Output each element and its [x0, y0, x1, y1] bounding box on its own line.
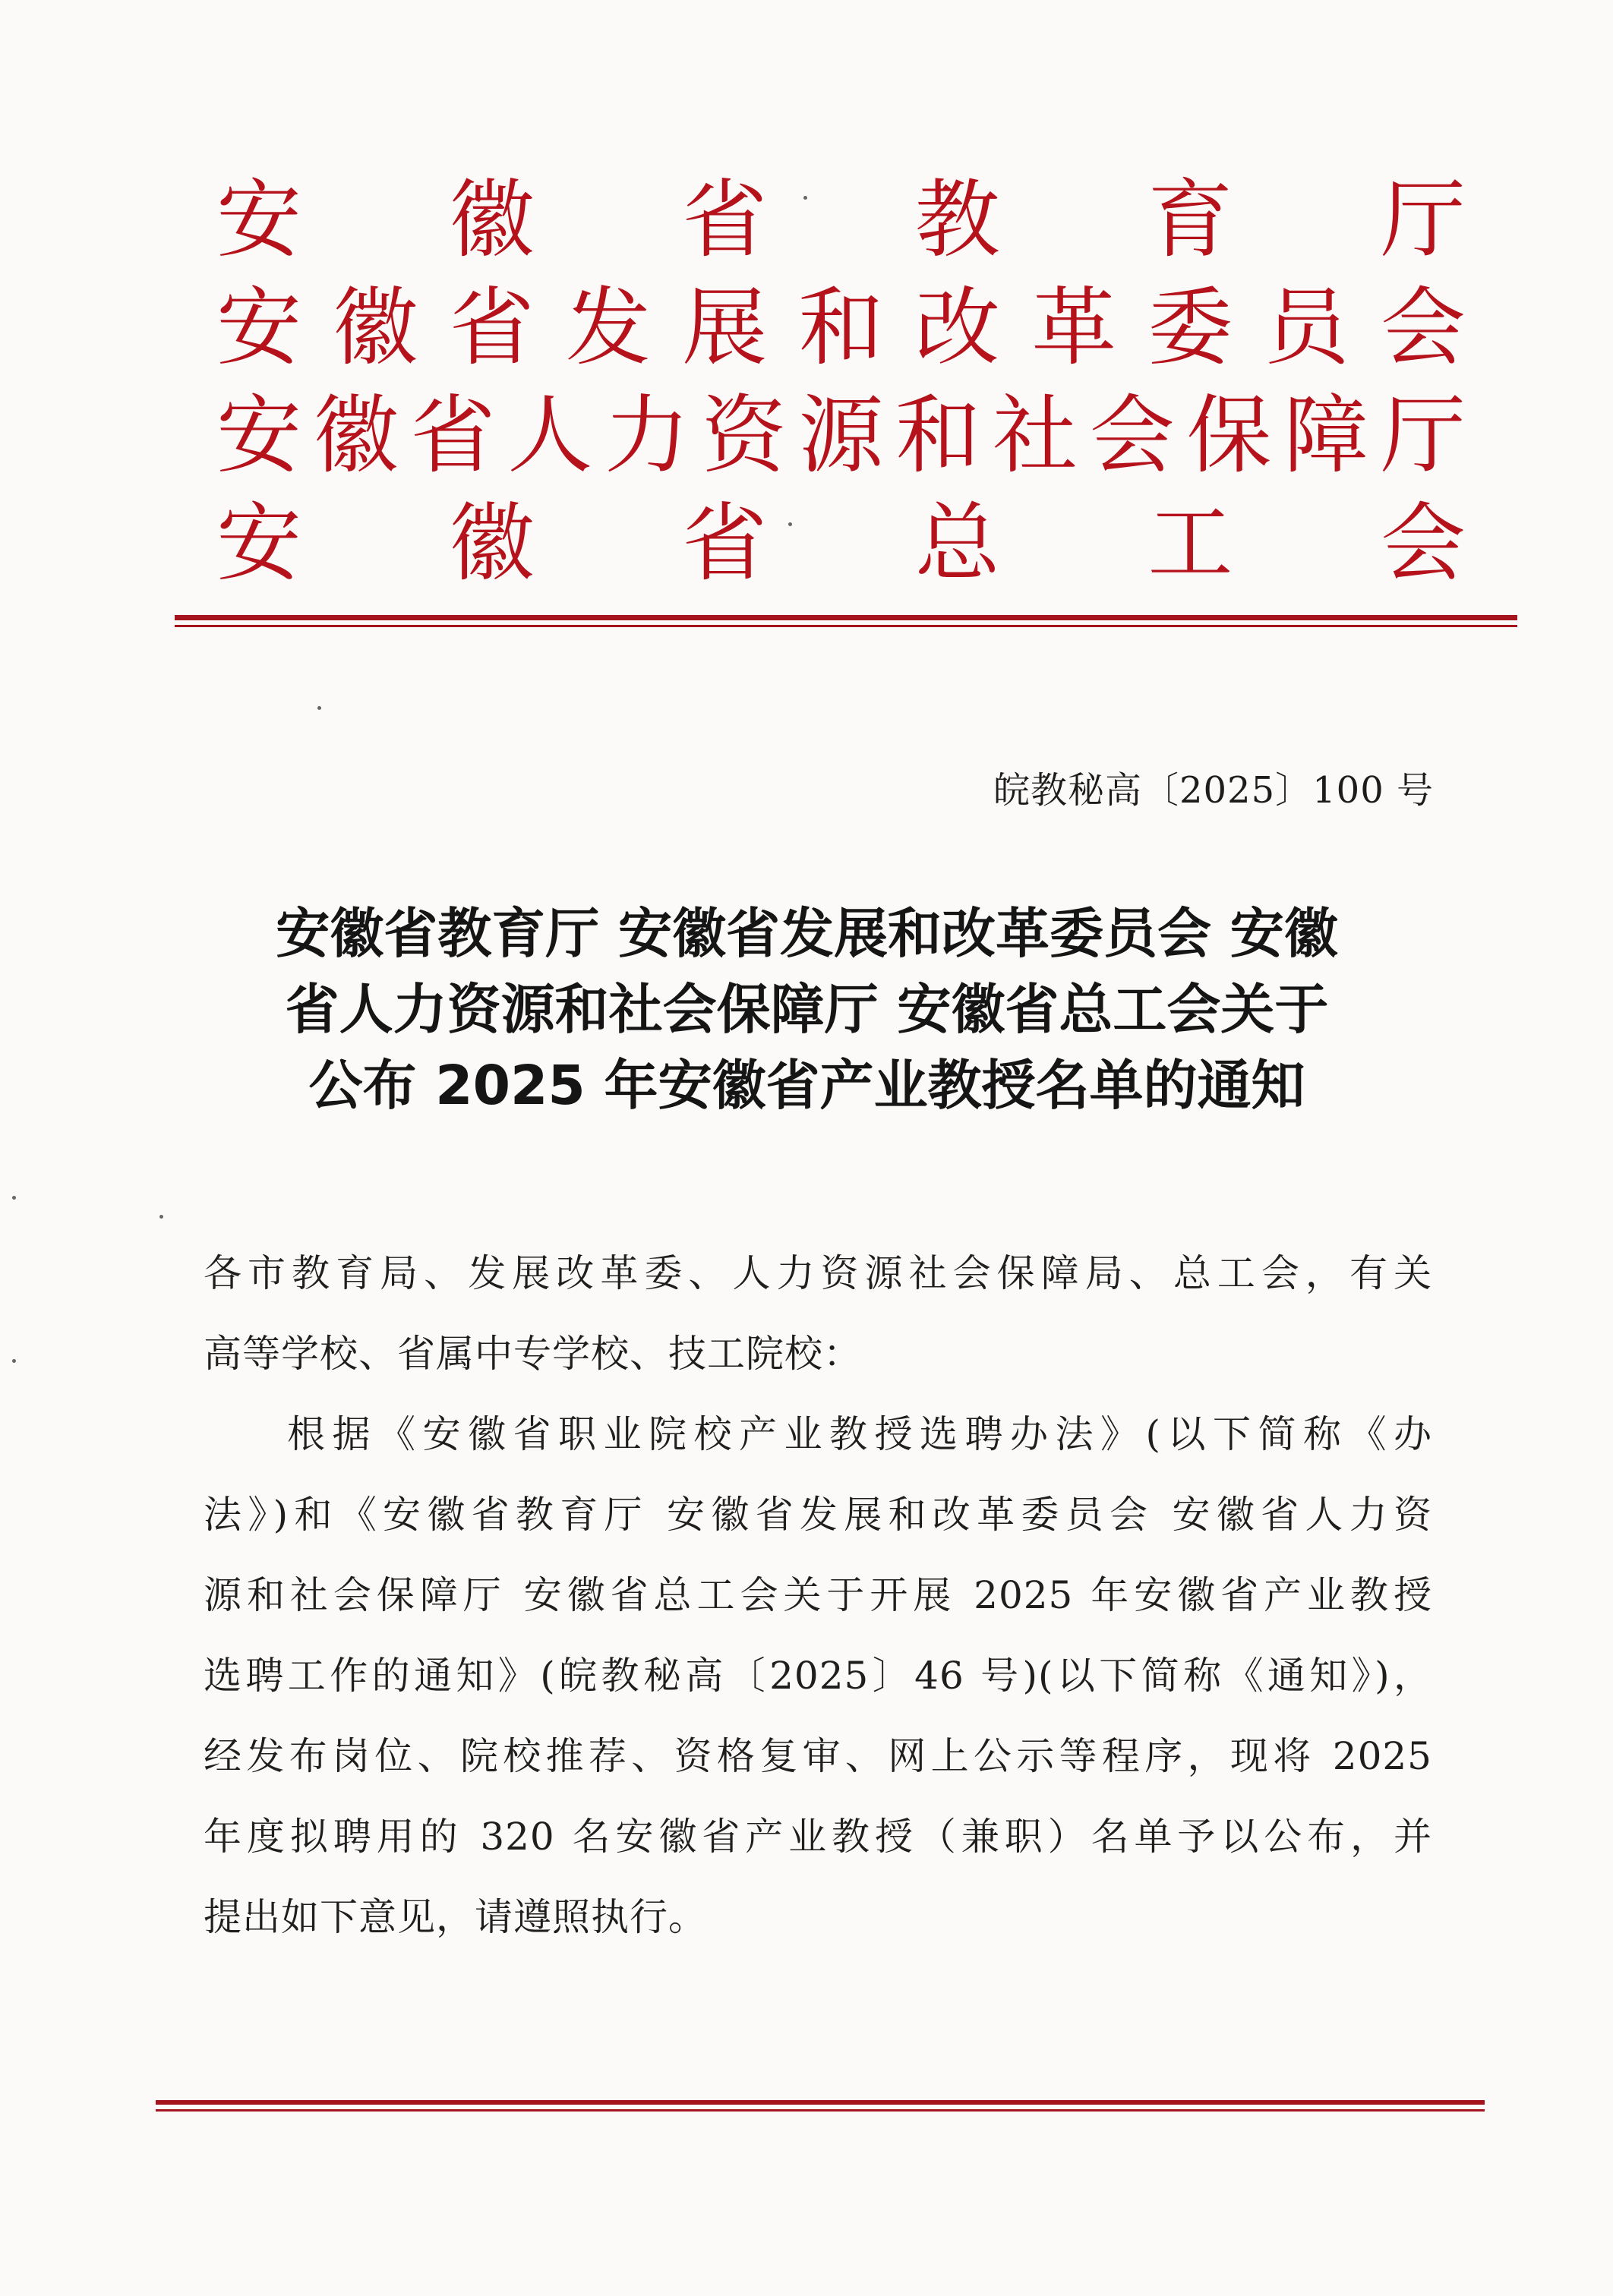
paragraph-line-2: 法》)和《安徽省教育厅 安徽省发展和改革委员会 安徽省人力资 [204, 1493, 1432, 1537]
header-red-rule-thick [175, 615, 1517, 620]
header-char: 员 [1264, 279, 1349, 377]
header-org-trade-union [216, 492, 1466, 595]
header-org-education [216, 169, 1466, 272]
header-char: 厅 [1380, 171, 1466, 270]
paragraph-line-5: 经发布岗位、院校推荐、资格复审、网上公示等程序，现将 2025 [204, 1734, 1432, 1778]
footer-red-rule-thin [156, 2109, 1485, 2112]
header-char: 社 [993, 386, 1078, 485]
header-char: 力 [604, 386, 690, 485]
header-red-rule-thin [175, 625, 1517, 627]
footer-red-rule-thick [156, 2100, 1485, 2105]
title-line-3: 公布 2025 年安徽省产业教授名单的通知 [308, 1054, 1305, 1117]
paragraph-line-4: 选聘工作的通知》(皖教秘高〔2025〕46 号)(以下简称《通知》)， [204, 1654, 1432, 1698]
header-char: 会 [1089, 386, 1175, 485]
header-char: 安 [216, 171, 301, 270]
header-char: 革 [1031, 279, 1117, 377]
header-char: 徽 [449, 171, 535, 270]
header-char: 育 [1147, 171, 1233, 270]
header-char: 障 [1283, 386, 1369, 485]
header-char: 总 [914, 494, 1000, 593]
header-char: 发 [565, 279, 651, 377]
header-char: 和 [798, 279, 884, 377]
header-char: 展 [682, 279, 768, 377]
document-title [190, 896, 1424, 1124]
header-char: 人 [507, 386, 593, 485]
header-char: 教 [914, 171, 1000, 270]
header-char: 徽 [313, 386, 399, 485]
addressee-line-1: 各市教育局、发展改革委、人力资源社会保障局、总工会，有关 [204, 1251, 1432, 1295]
header-char: 省 [682, 494, 768, 593]
scan-speck [12, 1359, 16, 1363]
header-org-human-resources [216, 384, 1466, 487]
header-char: 工 [1147, 494, 1233, 593]
header-char: 安 [216, 279, 301, 377]
scan-speck [12, 1196, 16, 1200]
scan-speck [159, 1215, 163, 1219]
header-char: 徽 [449, 494, 535, 593]
header-char: 源 [798, 386, 884, 485]
header-char: 安 [216, 494, 301, 593]
header-char: 改 [914, 279, 1000, 377]
paragraph-line-6: 年度拟聘用的 320 名安徽省产业教授（兼职）名单予以公布，并 [204, 1815, 1432, 1859]
document-body [204, 1233, 1432, 1957]
scan-speck [803, 196, 807, 200]
header-char: 省 [449, 279, 535, 377]
paragraph-line-1: 根据《安徽省职业院校产业教授选聘办法》(以下简称《办 [287, 1412, 1432, 1456]
header-char: 委 [1147, 279, 1233, 377]
scan-speck [317, 706, 321, 710]
header-char: 厅 [1381, 386, 1466, 485]
paragraph-line-7: 提出如下意见，请遵照执行。 [204, 1895, 707, 1939]
header-char: 省 [682, 171, 768, 270]
header-char: 会 [1380, 494, 1466, 593]
paragraph-line-3: 源和社会保障厅 安徽省总工会关于开展 2025 年安徽省产业教授 [204, 1573, 1432, 1617]
header-char: 会 [1380, 279, 1466, 377]
header-org-development-reform [216, 276, 1466, 380]
title-line-2: 省人力资源和社会保障厅 安徽省总工会关于 [285, 978, 1329, 1041]
header-char: 徽 [333, 279, 418, 377]
header-char: 安 [216, 386, 301, 485]
header-char: 和 [895, 386, 981, 485]
header-char: 省 [410, 386, 496, 485]
addressee-line-2: 高等学校、省属中专学校、技工院校： [204, 1332, 862, 1376]
scan-speck [788, 522, 792, 526]
header-char: 资 [701, 386, 787, 485]
document-number: 皖教秘高〔2025〕100 号 [993, 769, 1434, 812]
title-line-1: 安徽省教育厅 安徽省发展和改革委员会 安徽 [276, 902, 1338, 965]
header-char: 保 [1186, 386, 1272, 485]
